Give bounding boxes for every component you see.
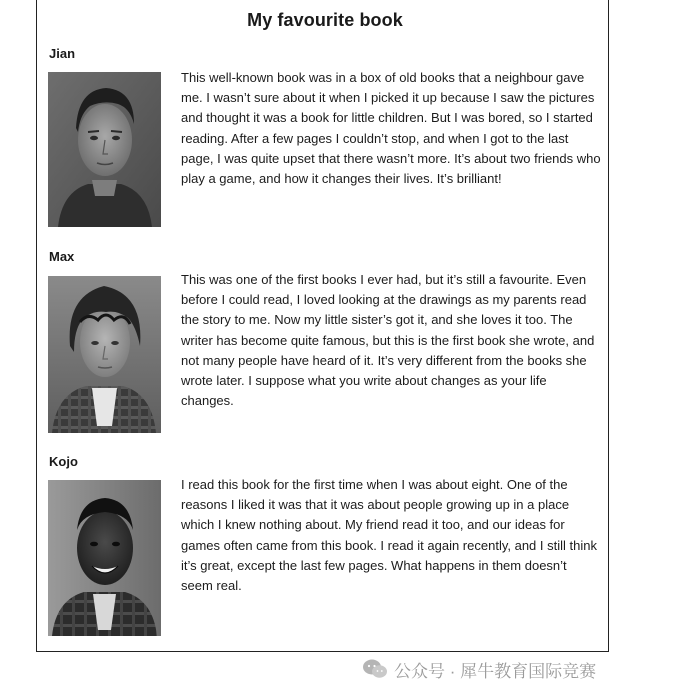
bio-max: This was one of the first books I ever had, but it’s still a favourite. Even before I could read, I loved looking at the drawings as my parents read the story to me. Now my little sister’s got it, and she loves it too. The writer has become quite famous, but this is the first book she wrote, and not many people have heard of it. It’s very different from the books she wrote later. I suppose what you write about changes as your life changes. (181, 272, 595, 409)
watermark-text: 公众号 · 犀牛教育国际竞赛 (394, 661, 597, 681)
photo-kojo (48, 480, 161, 636)
photo-max (48, 276, 161, 433)
bio-jian: This well-known book was in a box of old books that a neighbour gave me. I wasn’t sure about it when I picked it up because I saw the pictures and thought it was a book for little children. But I was bored, so I started reading. After a few pages I couldn’t stop, and when I got to the last page, I was quite upset that there wasn’t more. It’s about two friends who play a game, and how it changes their lives. It’s brilliant! (181, 70, 601, 187)
photo-jian (48, 72, 161, 227)
bio-kojo: I read this book for the first time when I was about eight. One of the reasons I liked it was that it was about people growing up in a place which I knew nothing about. My friend read it too, and our ideas for games often came from this book. I read it again recently, and I still think it’s great, except the last few pages. What happens in them doesn’t seem real. (181, 477, 597, 594)
name-jian: Jian (49, 46, 76, 61)
page-title: My favourite book (247, 10, 403, 30)
wechat-icon (362, 658, 388, 680)
name-max: Max (49, 249, 75, 264)
watermark (362, 655, 596, 683)
name-kojo: Kojo (49, 454, 78, 469)
